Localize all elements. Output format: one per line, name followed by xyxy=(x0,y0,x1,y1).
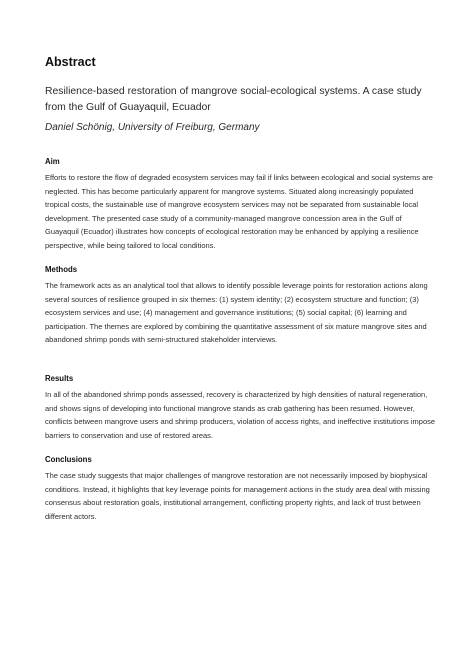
aim-text: Efforts to restore the flow of degraded ecosystem services may fail if links between ecological and social systems are neglected. This has become particularly apparent for mangrove systems. Situated along increasingly populated tropical costs, the sustainable use of mangrove ecosystem services may not be separated from sustainable local development. The presented case study of a community-managed mangrove concession area in the Gulf of Guayaquil (Ecuador) illustrates how concepts of ecological restoration may be enhanced by applying a resilience perspective, while being tailored to local conditions. xyxy=(45,173,433,250)
conclusions-heading: Conclusions xyxy=(45,455,92,464)
conclusions-text: The case study suggests that major challenges of mangrove restoration are not necessarily imposed by biophysical conditions. Instead, it highlights that key leverage points for management actions in the study area deal with missing consensus about restoration goals, institutional arrangement, conflicting property rights, and lack of trust between different actors. xyxy=(45,471,430,521)
aim-heading: Aim xyxy=(45,157,60,166)
author-line: Daniel Schönig, University of Freiburg, Germany xyxy=(45,122,260,133)
methods-text: The framework acts as an analytical tool that allows to identify possible leverage points for restoration actions along several sources of resilience grouped in six themes: (1) system identity; (2) ecosystem structure and function; (3) ecosystem services and use; (4) management and governance institutions; (5) social capital; (6) learning and participation. The themes are explored by combining the quantitative assessment of six mature mangrove sites and abandoned shrimp ponds with semi-structured stakeholder interviews. xyxy=(45,281,428,344)
methods-heading: Methods xyxy=(45,265,78,274)
methods-section xyxy=(45,265,437,347)
results-text: In all of the abandoned shrimp ponds assessed, recovery is characterized by high densities of natural regeneration, and shows signs of developing into functional mangrove stands as crab gathering has been resumed. However, conflicts between mangrove users and shrimp producers, violation of access rights, and ineffective institutions impose barriers to conservation and use of restored areas. xyxy=(45,390,436,440)
paper-title: Resilience-based restoration of mangrove social-ecological systems. A case study from the Gulf of Guayaquil, Ecuador xyxy=(45,86,422,113)
abstract-heading: Abstract xyxy=(45,55,96,69)
results-heading: Results xyxy=(45,374,74,383)
aim-section xyxy=(45,157,437,252)
conclusions-section xyxy=(45,455,437,523)
results-section xyxy=(45,374,437,442)
